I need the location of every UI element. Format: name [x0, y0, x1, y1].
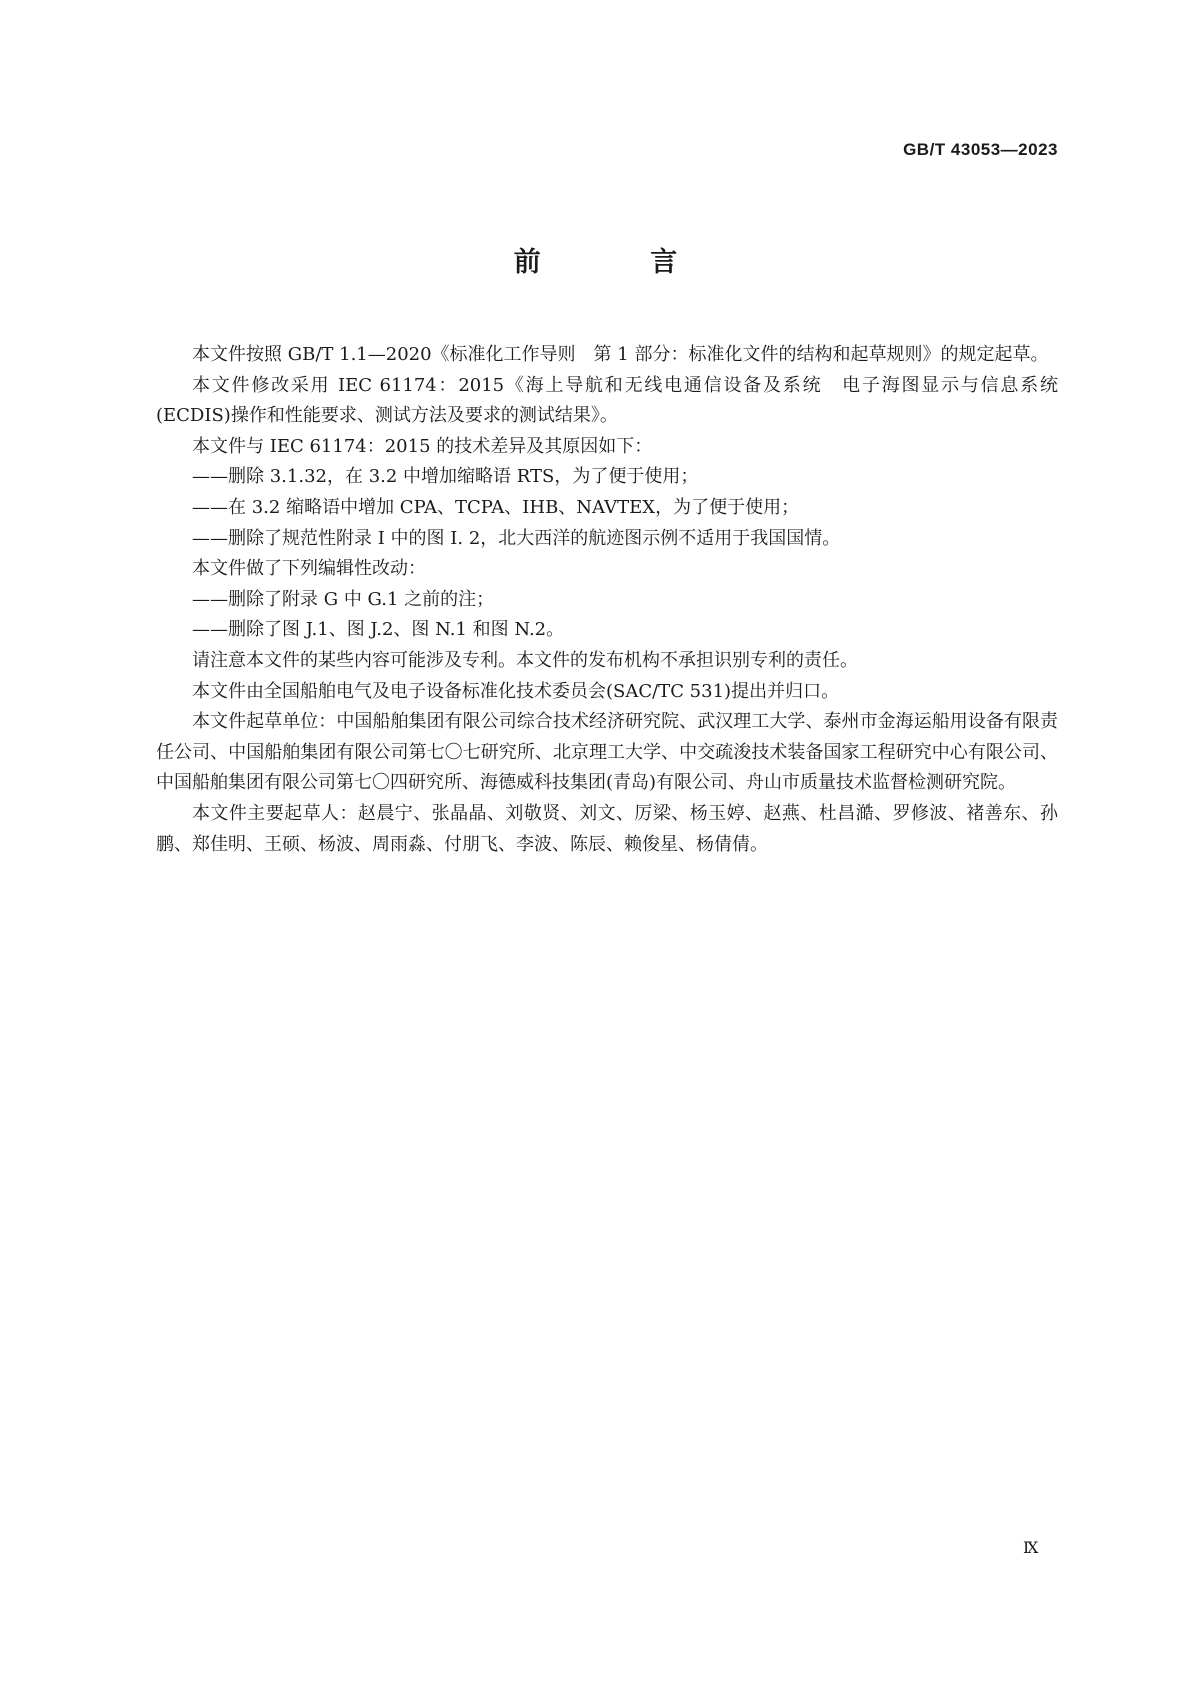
list-item-difference-1: ——删除 3.1.32，在 3.2 中增加缩略语 RTS，为了便于使用；: [192, 466, 699, 488]
document-number: GB/T 43053—2023: [903, 140, 1058, 159]
list-item-difference-2: ——在 3.2 缩略语中增加 CPA、TCPA、IHB、NAVTEX，为了便于使用；: [192, 496, 800, 518]
list-item-editorial-2: ——删除了图 J.1、图 J.2、图 N.1 和图 N.2。: [192, 619, 565, 641]
page-title: 前 言: [513, 247, 728, 278]
paragraph-patent-notice: 请注意本文件的某些内容可能涉及专利。本文件的发布机构不承担识别专利的责任。: [192, 649, 858, 671]
paragraph-drafting-basis: 本文件按照 GB/T 1.1—2020《标准化工作导则 第 1 部分：标准化文件的结构和起草规则》的规定起草。: [192, 344, 1049, 365]
paragraph-editorial-changes: 本文件做了下列编辑性改动：: [192, 558, 426, 580]
paragraph-technical-differences: 本文件与 IEC 61174：2015 的技术差异及其原因如下：: [192, 435, 653, 457]
foreword-body: [156, 340, 1058, 860]
paragraph-drafting-units: 本文件起草单位：中国船舶集团有限公司综合技术经济研究院、武汉理工大学、泰州市金海运船用设备有限责任公司、中国船舶集团有限公司第七〇七研究所、北京理工大学、中交疏浚技术装备国家工程研究中心有限公司、中国船舶集团有限公司第七〇四研究所、海德威科技集团(青岛)有限公司、舟山市质量技术监督检测研究院。: [156, 711, 1058, 794]
paragraph-adoption: 本文件修改采用 IEC 61174：2015《海上导航和无线电通信设备及系统 电子海图显示与信息系统(ECDIS)操作和性能要求、测试方法及要求的测试结果》。: [156, 374, 1058, 427]
page-number: Ⅸ: [1023, 1538, 1039, 1557]
list-item-difference-3: ——删除了规范性附录 I 中的图 I. 2，北大西洋的航迹图示例不适用于我国国情。: [192, 527, 841, 549]
paragraph-proposer: 本文件由全国船舶电气及电子设备标准化技术委员会(SAC/TC 531)提出并归口。: [192, 680, 840, 702]
paragraph-drafters: 本文件主要起草人：赵晨宁、张晶晶、刘敬贤、刘文、厉梁、杨玉婷、赵燕、杜昌澔、罗修波、褚善东、孙鹏、郑佳明、王硕、杨波、周雨淼、付朋飞、李波、陈辰、赖俊星、杨倩倩。: [156, 802, 1058, 855]
list-item-editorial-1: ——删除了附录 G 中 G.1 之前的注；: [192, 588, 495, 610]
